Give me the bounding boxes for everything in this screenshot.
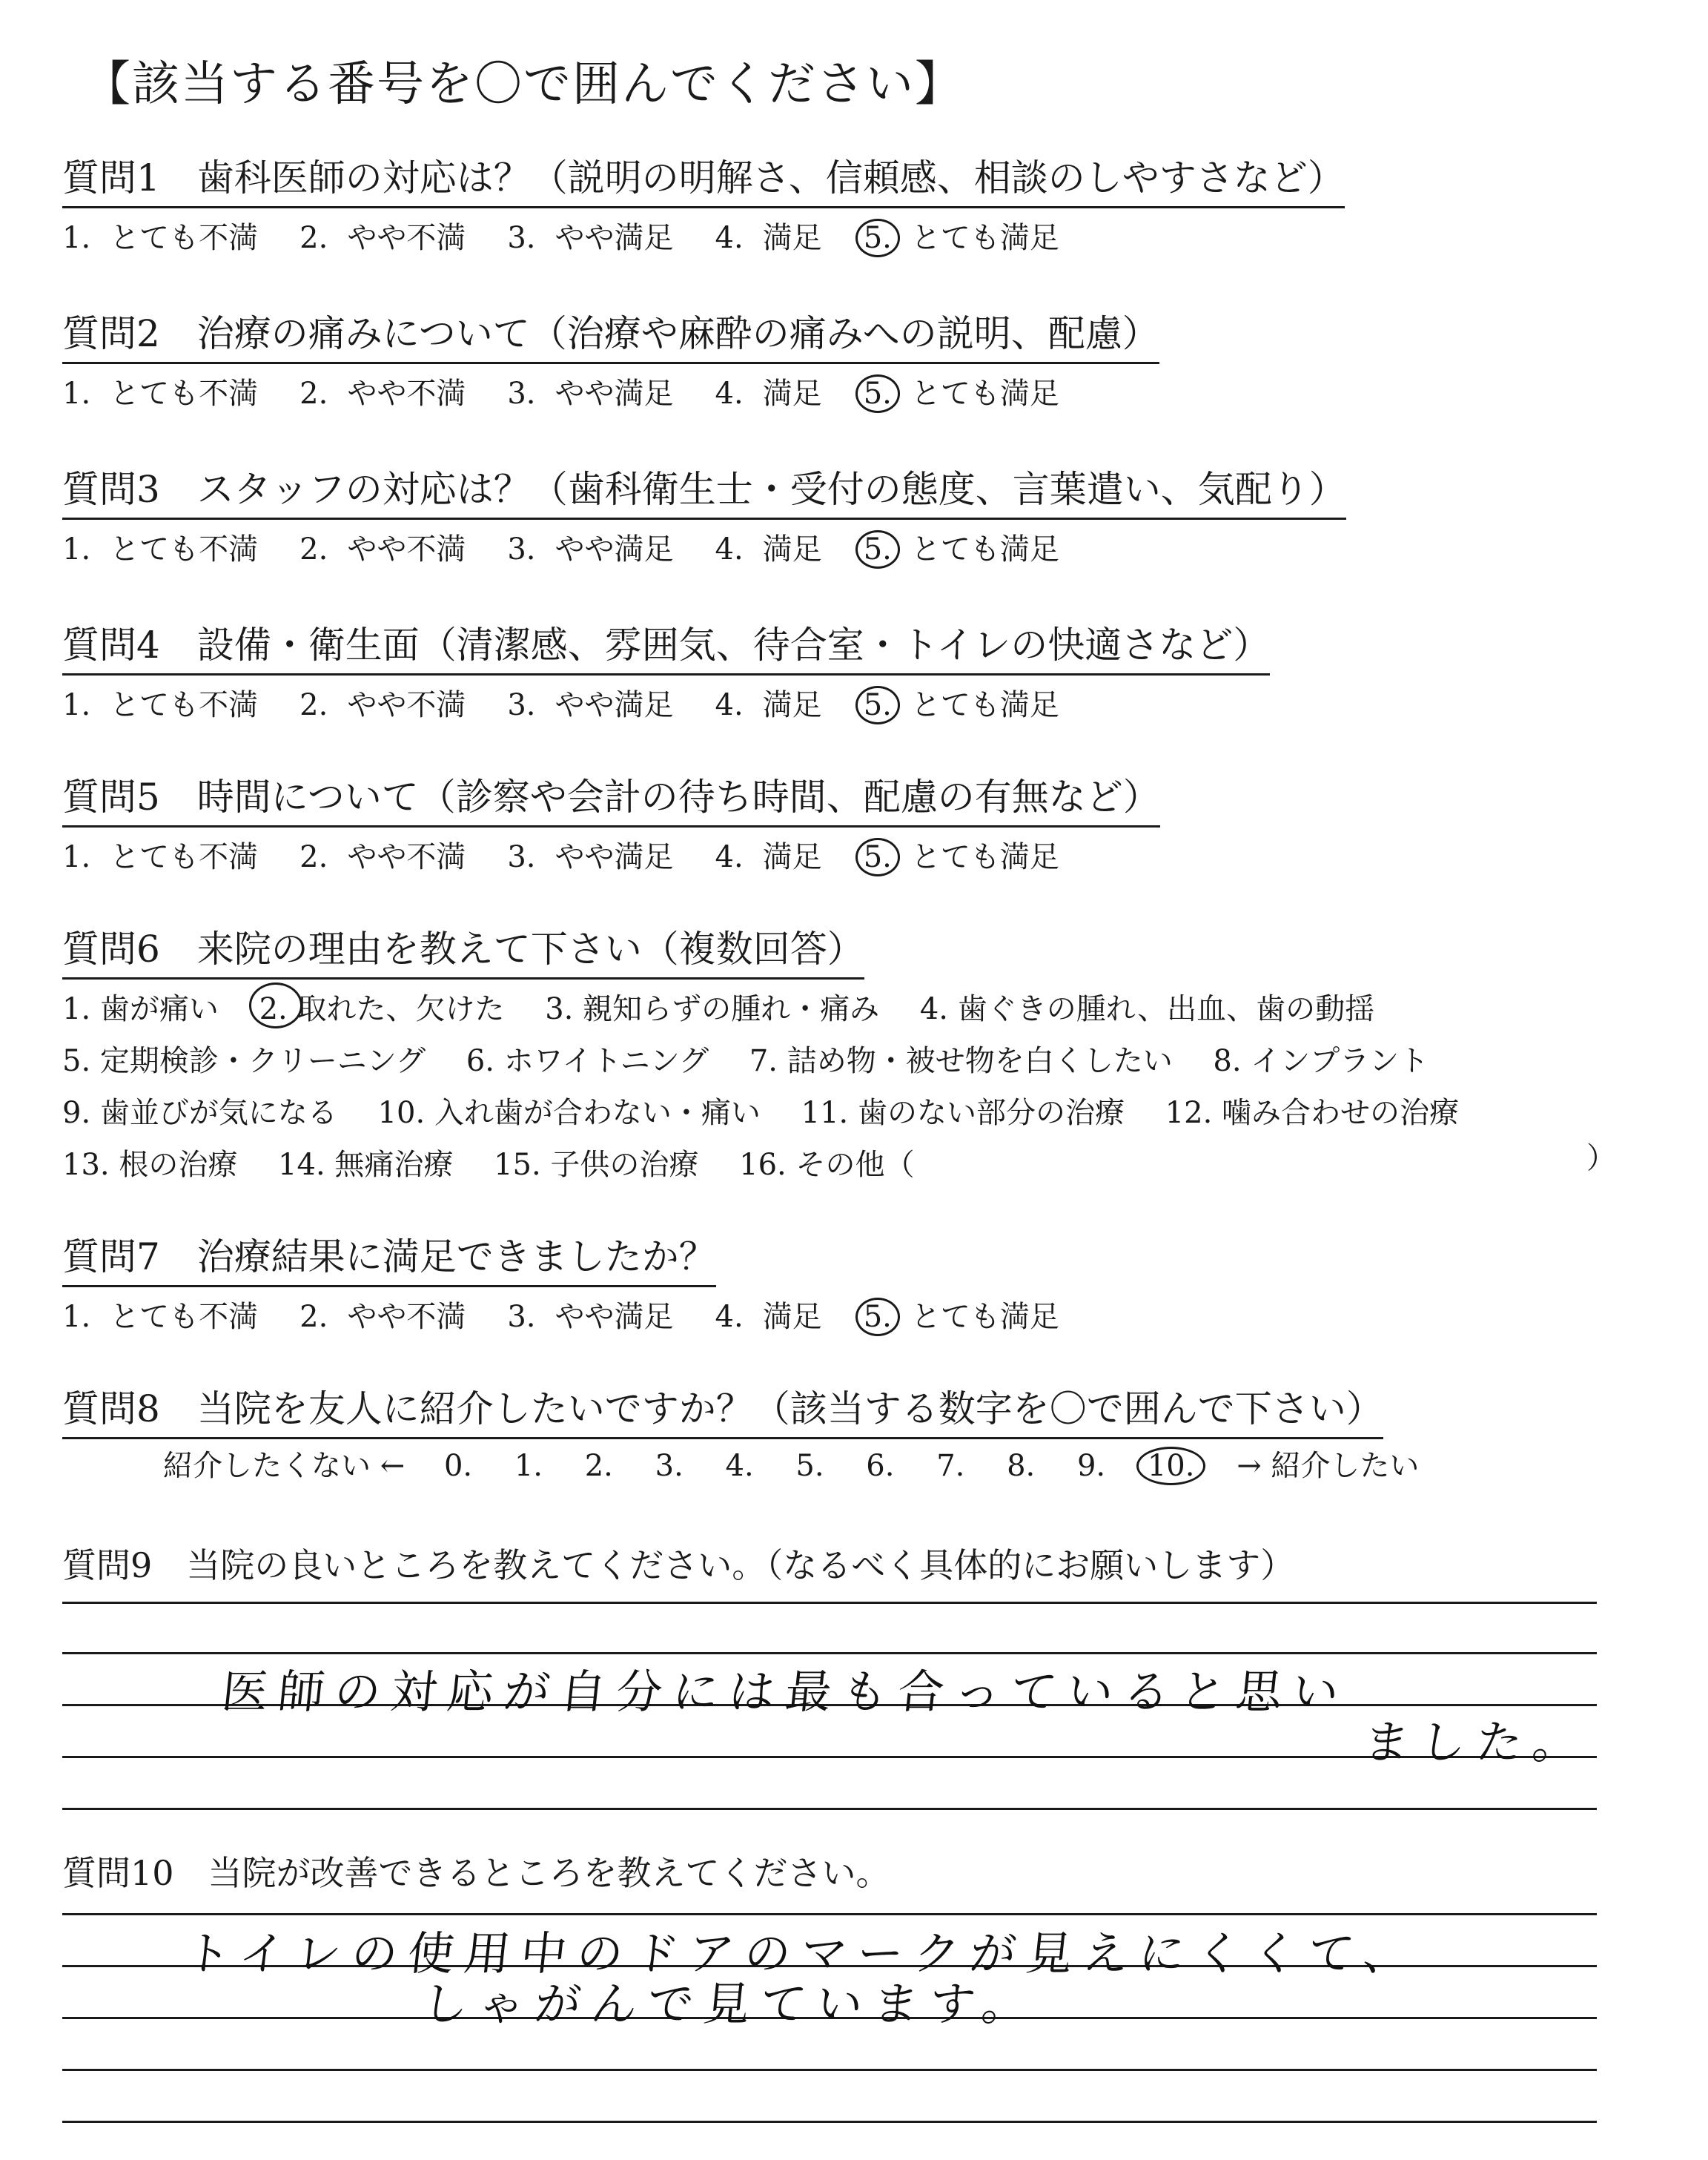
option-5-circled[interactable]: 5. とても満足 [864, 214, 1059, 257]
q9-answer-line-1: 医師の対応が自分には最も合っていると思い [219, 1665, 1352, 1719]
nps-9[interactable]: 9. [1076, 1449, 1106, 1483]
answer-line [62, 2121, 1597, 2123]
question-3-options [62, 526, 1346, 568]
reason-5[interactable]: 5. 定期検診・クリーニング [62, 1044, 426, 1078]
nps-6[interactable]: 6. [866, 1449, 895, 1483]
question-6-title: 質問6 来院の理由を教えて下さい（複数回答） [62, 919, 864, 980]
option-1[interactable]: 1. とても不満 [62, 532, 259, 567]
question-6 [62, 919, 1490, 1187]
reason-1[interactable]: 1. 歯が痛い [62, 992, 219, 1026]
question-1-title: 質問1 歯科医師の対応は？（説明の明解さ、信頼感、相談のしやすさなど） [62, 148, 1345, 208]
option-5-circled[interactable]: 5. とても満足 [864, 1293, 1059, 1335]
q9-answer-line-2: ました。 [1360, 1715, 1592, 1769]
option-3[interactable]: 3. やや満足 [507, 688, 674, 722]
nps-7[interactable]: 7. [936, 1449, 965, 1483]
question-5-title: 質問5 時間について（診察や会計の待ち時間、配慮の有無など） [62, 767, 1160, 828]
option-3[interactable]: 3. やや満足 [507, 532, 674, 567]
form-header: 【該当する番号を〇で囲んでください】 [83, 57, 964, 112]
reason-7[interactable]: 7. 詰め物・被せ物を白くしたい [749, 1044, 1173, 1078]
reason-4[interactable]: 4. 歯ぐきの腫れ、出血、歯の動揺 [919, 992, 1375, 1026]
nps-5[interactable]: 5. [795, 1449, 824, 1483]
other-close-paren: ） [1586, 1141, 1616, 1175]
option-2[interactable]: 2. やや不満 [299, 840, 466, 874]
question-4-title: 質問4 設備・衛生面（清潔感、雰囲気、待合室・トイレの快適さなど） [62, 615, 1270, 676]
question-1-options [62, 214, 1345, 257]
option-3[interactable]: 3. やや満足 [507, 221, 674, 255]
option-3[interactable]: 3. やや満足 [507, 840, 674, 874]
reason-12[interactable]: 12. 噛み合わせの治療 [1165, 1096, 1460, 1130]
nps-8[interactable]: 8. [1007, 1449, 1036, 1483]
question-8-title: 質問8 当院を友人に紹介したいですか？（該当する数字を〇で囲んで下さい） [62, 1379, 1383, 1439]
q10-answer-line-1: トイレの使用中のドアのマークが見えにくくて、 [182, 1926, 1423, 1981]
option-1[interactable]: 1. とても不満 [62, 840, 259, 874]
answer-line [62, 1808, 1597, 1810]
question-4-options [62, 681, 1270, 724]
reason-16-other[interactable]: 16. その他（ [739, 1148, 915, 1182]
reason-3[interactable]: 3. 親知らずの腫れ・痛み [545, 992, 880, 1026]
question-5 [62, 767, 1160, 876]
q10-answer-line-2: しゃがんで見ています。 [419, 1977, 1042, 2031]
question-7-title: 質問7 治療結果に満足できましたか？ [62, 1227, 716, 1287]
question-8 [62, 1379, 1383, 1439]
reason-13[interactable]: 13. 根の治療 [62, 1148, 238, 1182]
option-4[interactable]: 4. 満足 [715, 688, 822, 722]
question-1 [62, 148, 1345, 257]
answer-line [62, 1913, 1597, 1915]
nps-3[interactable]: 3. [655, 1449, 683, 1483]
option-4[interactable]: 4. 満足 [715, 840, 822, 874]
question-5-options [62, 833, 1160, 876]
question-2-options [62, 370, 1159, 412]
nps-left-label: 紹介したくない ← [163, 1449, 406, 1483]
option-2[interactable]: 2. やや不満 [299, 377, 466, 411]
reason-row-3 [62, 1089, 1490, 1135]
question-2-title: 質問2 治療の痛みについて（治療や麻酔の痛みへの説明、配慮） [62, 304, 1159, 364]
option-1[interactable]: 1. とても不満 [62, 377, 259, 411]
nps-4[interactable]: 4. [725, 1449, 754, 1483]
reason-9[interactable]: 9. 歯並びが気になる [62, 1096, 337, 1130]
question-9 [62, 1539, 1294, 1588]
option-1[interactable]: 1. とても不満 [62, 688, 259, 722]
selection-circle [249, 982, 302, 1028]
reason-row-2 [62, 1037, 1490, 1083]
option-1[interactable]: 1. とても不満 [62, 1300, 259, 1334]
nps-2[interactable]: 2. [584, 1449, 613, 1483]
nps-right-label: → 紹介したい [1237, 1449, 1420, 1483]
question-7 [62, 1227, 1101, 1335]
question-3-title: 質問3 スタッフの対応は？（歯科衛生士・受付の態度、言葉遣い、気配り） [62, 460, 1346, 520]
reason-8[interactable]: 8. インプラント [1213, 1044, 1429, 1078]
option-2[interactable]: 2. やや不満 [299, 532, 466, 567]
reason-11[interactable]: 11. 歯のない部分の治療 [801, 1096, 1125, 1130]
option-4[interactable]: 4. 満足 [715, 1300, 822, 1334]
nps-1[interactable]: 1. [514, 1449, 543, 1483]
option-5-circled[interactable]: 5. とても満足 [864, 681, 1059, 724]
option-3[interactable]: 3. やや満足 [507, 1300, 674, 1334]
nps-scale [163, 1442, 1419, 1485]
option-5-circled[interactable]: 5. とても満足 [864, 370, 1059, 412]
question-9-title: 質問9 当院の良いところを教えてください。（なるべく具体的にお願いします） [62, 1545, 1295, 1585]
question-10 [62, 1846, 890, 1895]
option-1[interactable]: 1. とても不満 [62, 221, 259, 255]
answer-line [62, 1652, 1597, 1654]
nps-10-circled[interactable]: 10. [1136, 1447, 1206, 1485]
nps-0[interactable]: 0. [443, 1449, 473, 1483]
reason-2-circled[interactable]: 2. 取れた、欠けた [259, 985, 505, 1028]
question-7-options [62, 1293, 1101, 1335]
reason-row-4 [62, 1141, 1490, 1187]
option-4[interactable]: 4. 満足 [715, 532, 822, 567]
option-4[interactable]: 4. 満足 [715, 221, 822, 255]
reason-15[interactable]: 15. 子供の治療 [494, 1148, 699, 1182]
reason-14[interactable]: 14. 無痛治療 [278, 1148, 454, 1182]
question-4 [62, 615, 1270, 724]
option-2[interactable]: 2. やや不満 [299, 688, 466, 722]
option-5-circled[interactable]: 5. とても満足 [864, 833, 1059, 876]
option-5-circled[interactable]: 5. とても満足 [864, 526, 1059, 568]
option-2[interactable]: 2. やや不満 [299, 1300, 466, 1334]
answer-line [62, 1602, 1597, 1604]
question-10-title: 質問10 当院が改善できるところを教えてください。 [62, 1853, 890, 1893]
question-3 [62, 460, 1346, 568]
option-4[interactable]: 4. 満足 [715, 377, 822, 411]
reason-row-1 [62, 985, 1490, 1031]
option-3[interactable]: 3. やや満足 [507, 377, 674, 411]
answer-line [62, 2069, 1597, 2071]
reason-10[interactable]: 10. 入れ歯が合わない・痛い [377, 1096, 761, 1130]
question-2 [62, 304, 1159, 412]
reason-6[interactable]: 6. ホワイトニング [466, 1044, 709, 1078]
option-2[interactable]: 2. やや不満 [299, 221, 466, 255]
